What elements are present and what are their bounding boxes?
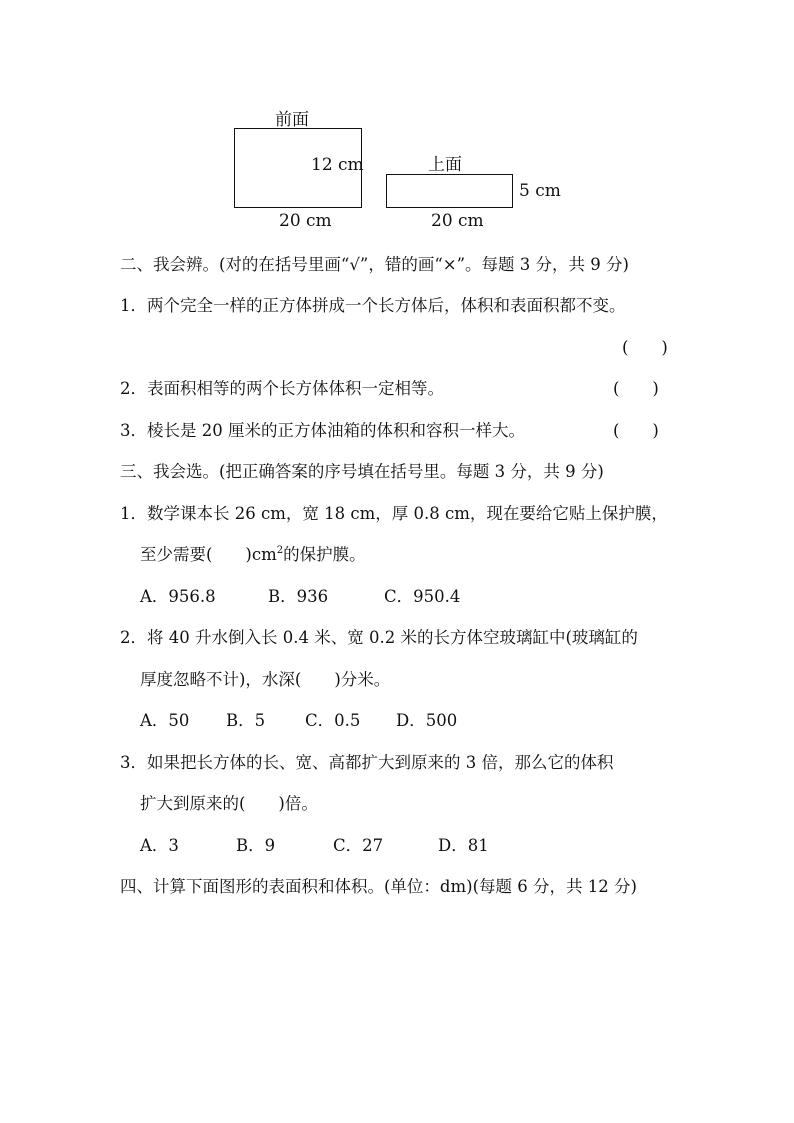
choice-question-1-line1: 1．数学课本长 26 cm，宽 18 cm，厚 0.8 cm，现在要给它贴上保护膜， xyxy=(120,504,668,523)
top-label: 上面 xyxy=(428,155,462,175)
choice-question-2-line2: 厚度忽略不计)，水深( )分米。 xyxy=(140,670,391,689)
choice-question-2-line1: 2．将 40 升水倒入长 0.4 米、宽 0.2 米的长方体空玻璃缸中(玻璃缸的 xyxy=(120,628,638,647)
answer-paren-2[interactable]: ( ) xyxy=(613,379,659,398)
answer-paren-3[interactable]: ( ) xyxy=(613,421,659,440)
section4-heading: 四、计算下面图形的表面积和体积。(单位：dm)(每题 6 分，共 12 分) xyxy=(120,877,637,896)
judge-question-2: 2．表面积相等的两个长方体体积一定相等。 xyxy=(120,379,444,398)
option-2c[interactable]: C．0.5 xyxy=(305,711,361,730)
option-2b[interactable]: B．5 xyxy=(226,711,266,730)
choice-question-1-line2: 至少需要( )$cm^2$的保护膜。 xyxy=(140,545,366,564)
option-1b[interactable]: B．936 xyxy=(268,587,329,606)
section2-heading: 二、我会辨。(对的在括号里画“√”，错的画“×”。每题 3 分，共 9 分) xyxy=(120,255,629,274)
top-rectangle xyxy=(386,174,513,208)
option-2a[interactable]: A．50 xyxy=(140,711,190,730)
judge-question-1: 1．两个完全一样的正方体拼成一个长方体后，体积和表面积都不变。 xyxy=(120,296,626,315)
option-3c[interactable]: C．27 xyxy=(333,836,384,855)
top-width-label: 20 cm xyxy=(431,211,484,231)
judge-question-3: 3．棱长是 20 厘米的正方体油箱的体积和容积一样大。 xyxy=(120,421,525,440)
option-3d[interactable]: D．81 xyxy=(438,836,489,855)
option-2d[interactable]: D．500 xyxy=(396,711,458,730)
section3-heading: 三、我会选。(把正确答案的序号填在括号里。每题 3 分，共 9 分) xyxy=(120,462,604,481)
choice-question-3-line1: 3．如果把长方体的长、宽、高都扩大到原来的 3 倍，那么它的体积 xyxy=(120,753,614,772)
top-height-label: 5 cm xyxy=(519,181,561,201)
front-width-label: 20 cm xyxy=(279,211,332,231)
front-label: 前面 xyxy=(275,110,309,130)
front-height-label: 12 cm xyxy=(311,155,364,175)
option-3b[interactable]: B．9 xyxy=(236,836,276,855)
option-1c[interactable]: C．950.4 xyxy=(384,587,461,606)
option-1a[interactable]: A．956.8 xyxy=(140,587,216,606)
option-3a[interactable]: A．3 xyxy=(140,836,179,855)
answer-paren-1[interactable]: ( ) xyxy=(622,338,668,357)
choice-question-3-line2: 扩大到原来的( )倍。 xyxy=(140,794,318,813)
